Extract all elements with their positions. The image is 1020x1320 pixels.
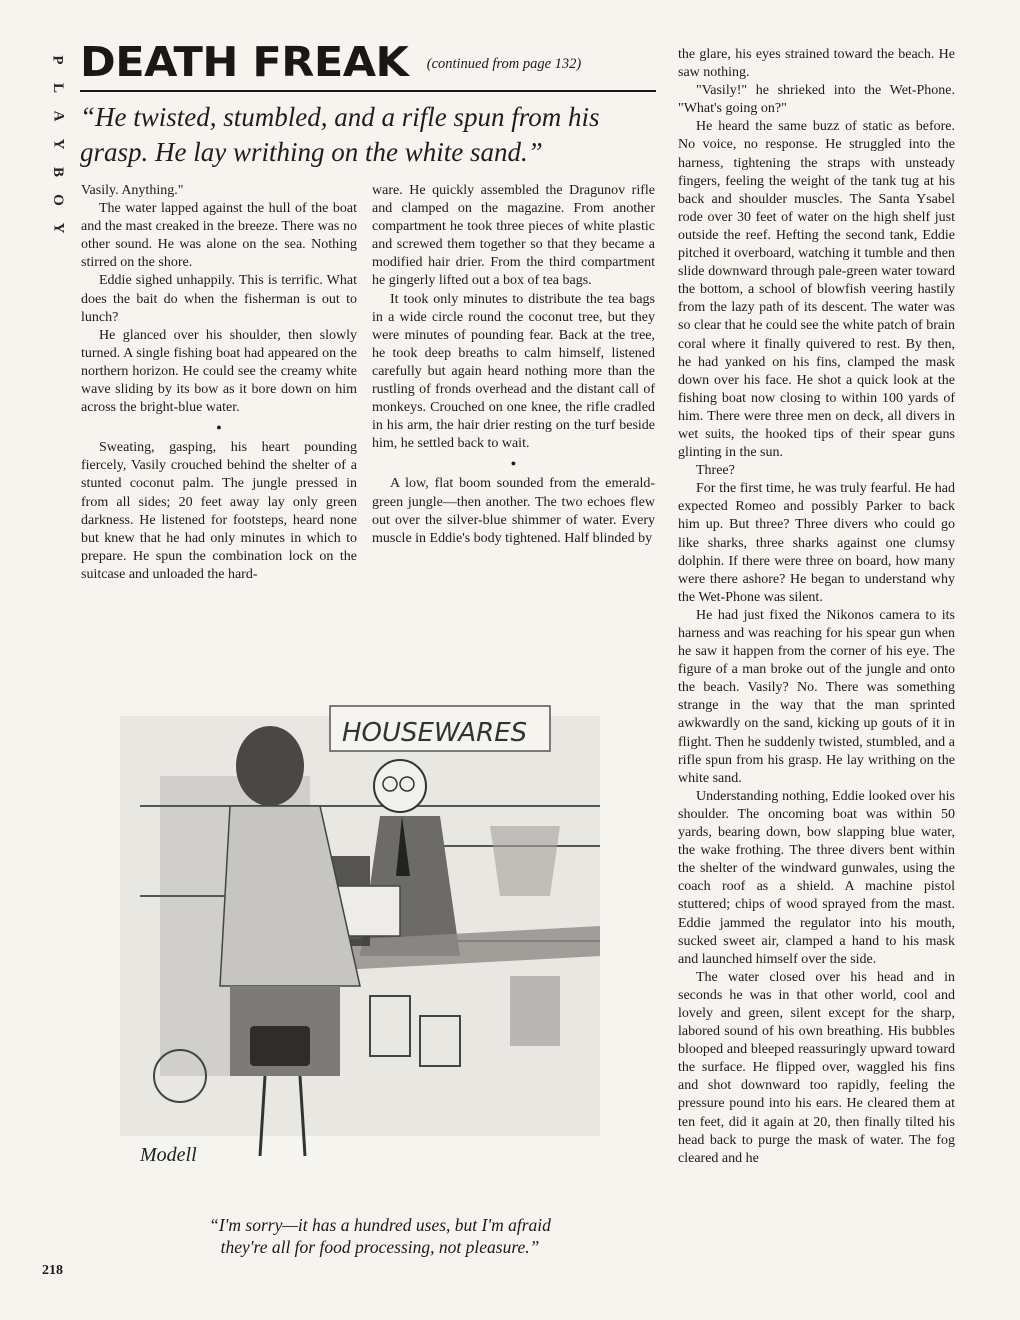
paragraph: Vasily. Anything.": [81, 183, 184, 198]
cartoon-caption: “I'm sorry—it has a hundred uses, but I'm afraid they're all for food processing, not pleasure.”: [209, 1215, 551, 1257]
column-1: [81, 182, 357, 584]
brand-letter: L: [49, 82, 66, 94]
section-bullet: ●: [216, 422, 222, 433]
brand-letter: P: [49, 55, 66, 65]
paragraph: The water lapped against the hull of the boat and the mast creaked in the breeze. There was no other sound. He was alone on the sea. Nothing stirred on the shore.: [81, 201, 357, 271]
paragraph: He glanced over his shoulder, then slowly turned. A single fishing boat had appeared on the northern horizon. He could see the creamy white wave sliding by its bow as it bore down on him across the bright-blue water.: [81, 327, 357, 416]
column-2: [372, 182, 655, 548]
paragraph: Eddie sighed unhappily. This is terrific. What does the bait do when the fisherman is out to lunch?: [81, 273, 357, 325]
paragraph: He heard the same buzz of static as before. No voice, no response. He struggled into the harness, tightening the straps with unsteady fingers, feeling the weight of the tank tug at his back and shoulder muscles. The Santa Ysabel rode over 30 feet of water on the high shelf just outside the reef. Hefting the second tank, Eddie pitched it overboard, watching it tumble and then slide downward through pale-green water toward the bottom, a school of blowfish veering hastily from the lazy path of its descent. The water was so clear that he could see the white patch of brain coral where it finally quivered to rest. By then, he had yanked on his fins, clamped the mask down over his face. He shot a quick look at the fishing boat now closing to within 100 yards of him. There were three men on deck, all divers in wet suits, the hooked tips of their spear guns glinting in the sun.: [678, 119, 955, 461]
side-brand-playboy: [42, 46, 72, 242]
paragraph: A low, flat boom sounded from the emerald-green jungle—then another. The two echoes flew out over the silver-blue shimmer of water. Every muscle in Eddie's body tightened. Half blinded by: [372, 476, 655, 546]
paragraph: ware. He quickly assembled the Dragunov rifle and clamped on the magazine. From another compartment he took three pieces of white plastic and screwed them together so that they became a modified hair drier. From the third compartment he gingerly lifted out a box of tea bags.: [372, 183, 655, 289]
article-title: DEATH FREAK: [80, 38, 409, 86]
housewares-sign: HOUSEWARES: [342, 718, 528, 748]
header-rule: [80, 90, 656, 92]
brand-letter: A: [50, 110, 66, 122]
continued-note: (continued from page 132): [426, 56, 582, 72]
paragraph: "Vasily!" he shrieked into the Wet-Phone. "What's going on?": [678, 83, 955, 117]
column-3: [678, 46, 955, 1168]
paragraph: He had just fixed the Nikonos camera to its harness and was reaching for his spear gun when he saw it happen from the corner of his eye. The figure of a man broke out of the jungle and onto the beach. Vasily? No. There was something strange in the way that the man sprinted awkwardly on the sand, kicking up gouts of it in flight. Then he suddenly twisted, stumbled, and a rifle spun from his grasp. He lay writhing on the white sand.: [678, 607, 955, 786]
page-number: 218: [42, 1263, 63, 1278]
brand-letter: B: [49, 166, 66, 178]
paragraph: the glare, his eyes strained toward the beach. He saw nothing.: [678, 47, 955, 81]
pull-quote: “He twisted, stumbled, and a rifle spun from his grasp. He lay writhing on the white sand.”: [80, 102, 600, 167]
cartoon-drawing: [80, 656, 660, 1196]
brand-letter: Y: [50, 222, 66, 234]
paragraph: The water closed over his head and in seconds he was in that other world, cool and lovely and green, silent except for the sharp, labored sound of his own breathing. His bubbles blooped and bleeped reassuringly upward toward the surface. He flipped over, waggled his fins and shot downward too rapidly, feeling the pressure pound into his ears. He cleared them at ten feet, did it again at 20, then finally tilted his head back to purge the mask of water. The fog cleared and he: [678, 969, 955, 1166]
section-bullet: ●: [510, 458, 517, 469]
cartoon-illustration: [80, 656, 660, 1196]
article-header: [80, 38, 660, 170]
paragraph: Three?: [696, 463, 735, 479]
brand-letter: Y: [50, 138, 66, 150]
brand-letter: O: [49, 194, 66, 206]
paragraph: Sweating, gasping, his heart pounding fiercely, Vasily crouched behind the shelter of a stunted coconut palm. The jungle pressed in from all sides; 20 feet away lay only green darkness. He listened for footsteps, heard none but knew that he had only minutes in which to prepare. He spun the combination lock on the suitcase and unloaded the hard-: [81, 440, 357, 582]
paragraph: For the first time, he was truly fearful. He had expected Romeo and possibly Parker to back him up. But three? Three divers who could go like sharks, three sharks against one clumsy dolphin. If there were three on board, how many were there ashore? He began to understand why the Wet-Phone was silent.: [678, 481, 955, 605]
paragraph: Understanding nothing, Eddie looked over his shoulder. The oncoming boat was within 50 yards, bearing down, bow slapping blue water, the wake frothing. The three divers bent within the shelter of the windward gunwales, using the coach roof as a shield. A machine pistol stuttered; chips of wood sprayed from the mast. Eddie jammed the regulator into his mouth, sucked sweet air, clamped a hand to his mask and launched himself over the side.: [678, 788, 955, 967]
paragraph: It took only minutes to distribute the tea bags in a wide circle round the coconut tree, but they were minutes of pounding fear. Back at the tree, he took deep breaths to calm himself, listened carefully but again heard nothing more than the rustling of fronds overhead and the distant call of monkeys. Crouched on one knee, the rifle cradled in his arm, the hair drier resting on the turf beside him, he settled back to wait.: [372, 291, 655, 452]
artist-signature: Modell: [140, 1144, 197, 1166]
